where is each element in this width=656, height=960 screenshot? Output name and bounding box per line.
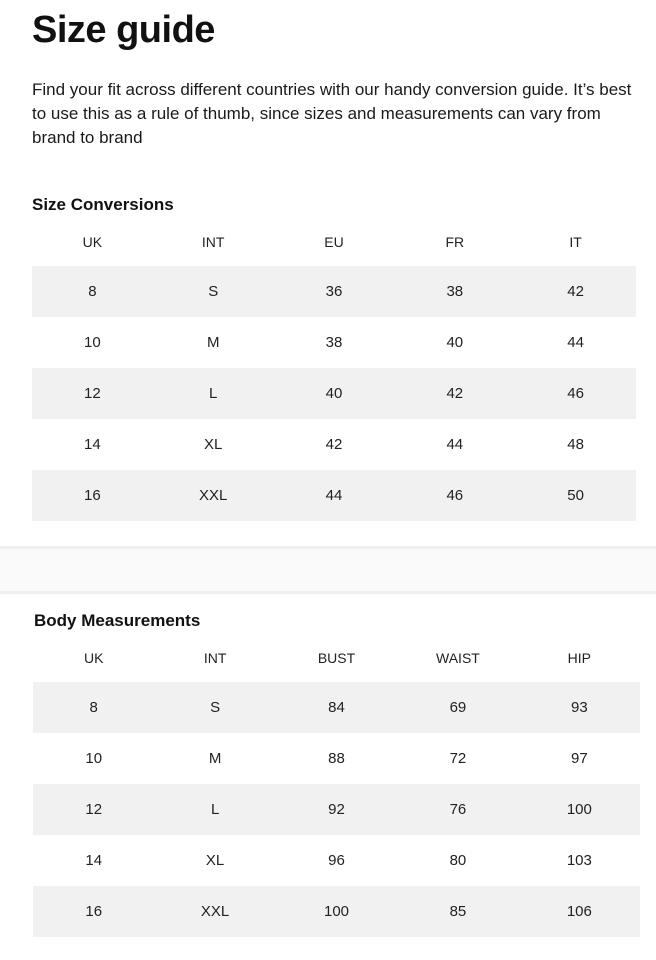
table-cell: 38 — [446, 283, 464, 300]
column-header-hip: HIP — [567, 650, 591, 666]
table-cell: 8 — [89, 699, 98, 716]
table-cell: 76 — [449, 801, 467, 818]
table-row — [33, 835, 640, 886]
body-measurements-title: Body Measurements — [34, 611, 201, 630]
table-cell: 46 — [446, 487, 464, 504]
table-cell: 10 — [84, 334, 101, 351]
table-cell: 40 — [325, 385, 343, 402]
table-cell: XXL — [200, 903, 230, 920]
table-cell: XL — [204, 436, 223, 453]
table-cell: 38 — [325, 334, 343, 351]
section-divider — [0, 546, 656, 594]
table-cell: 80 — [449, 852, 467, 869]
table-cell: 14 — [85, 852, 103, 869]
body-measurements-table — [33, 634, 640, 937]
table-cell: 92 — [328, 801, 345, 818]
table-cell: 96 — [328, 852, 345, 869]
table-row — [32, 266, 636, 317]
table-cell: 97 — [570, 750, 588, 767]
table-cell: S — [210, 699, 221, 716]
table-cell: 50 — [567, 487, 584, 504]
table-row — [33, 784, 640, 835]
table-cell: M — [206, 334, 220, 351]
column-header-it: IT — [569, 234, 582, 250]
table-row — [33, 682, 640, 733]
table-header-row — [32, 218, 636, 266]
table-cell: 16 — [84, 487, 101, 504]
table-cell: 88 — [328, 750, 345, 767]
table-cell: 36 — [325, 283, 343, 300]
size-conversions-title: Size Conversions — [32, 195, 174, 214]
column-header-bust: BUST — [317, 650, 356, 666]
table-cell: 106 — [566, 903, 592, 920]
table-cell: L — [209, 385, 218, 402]
table-cell: S — [208, 283, 219, 300]
table-cell: 93 — [570, 699, 588, 716]
table-cell: L — [210, 801, 220, 818]
table-cell: 42 — [567, 283, 584, 300]
table-cell: 10 — [85, 750, 103, 767]
table-cell: 44 — [567, 334, 584, 351]
table-row — [32, 368, 636, 419]
table-row — [33, 733, 640, 784]
table-cell: 46 — [567, 385, 584, 402]
table-cell: 72 — [449, 750, 467, 767]
table-cell: M — [208, 750, 222, 767]
column-header-waist: WAIST — [436, 650, 480, 666]
table-cell: 8 — [88, 283, 97, 300]
page-title: Size guide — [32, 9, 215, 51]
table-cell: 85 — [449, 903, 467, 920]
table-cell: 44 — [325, 487, 343, 504]
table-cell: XXL — [199, 487, 228, 504]
column-header-int: INT — [201, 234, 225, 250]
table-row — [32, 419, 636, 470]
table-row — [32, 470, 636, 521]
table-cell: 100 — [324, 903, 350, 920]
column-header-uk: UK — [83, 650, 104, 666]
table-cell: 103 — [566, 852, 592, 869]
table-cell: 40 — [446, 334, 464, 351]
table-cell: 42 — [446, 385, 464, 402]
table-cell: 100 — [566, 801, 592, 818]
column-header-int: INT — [203, 650, 227, 666]
table-cell: 12 — [85, 801, 103, 818]
column-header-fr: FR — [445, 234, 465, 250]
table-cell: 84 — [328, 699, 345, 716]
table-cell: 42 — [325, 436, 343, 453]
table-cell: 14 — [84, 436, 101, 453]
table-row — [33, 886, 640, 937]
table-header-row — [33, 634, 640, 682]
table-cell: XL — [205, 852, 225, 869]
table-cell: 16 — [85, 903, 103, 920]
column-header-uk: UK — [82, 234, 103, 250]
table-cell: 12 — [84, 385, 101, 402]
intro-text: Find your fit across different countries with our handy conversion guide. It’s best to use this as a rule of thumb, since sizes and measurements can vary from brand to brand — [32, 80, 632, 147]
table-cell: 48 — [567, 436, 584, 453]
table-cell: 69 — [449, 699, 467, 716]
size-conversions-table — [32, 218, 636, 521]
table-cell: 44 — [446, 436, 464, 453]
table-row — [32, 317, 636, 368]
column-header-eu: EU — [324, 234, 344, 250]
